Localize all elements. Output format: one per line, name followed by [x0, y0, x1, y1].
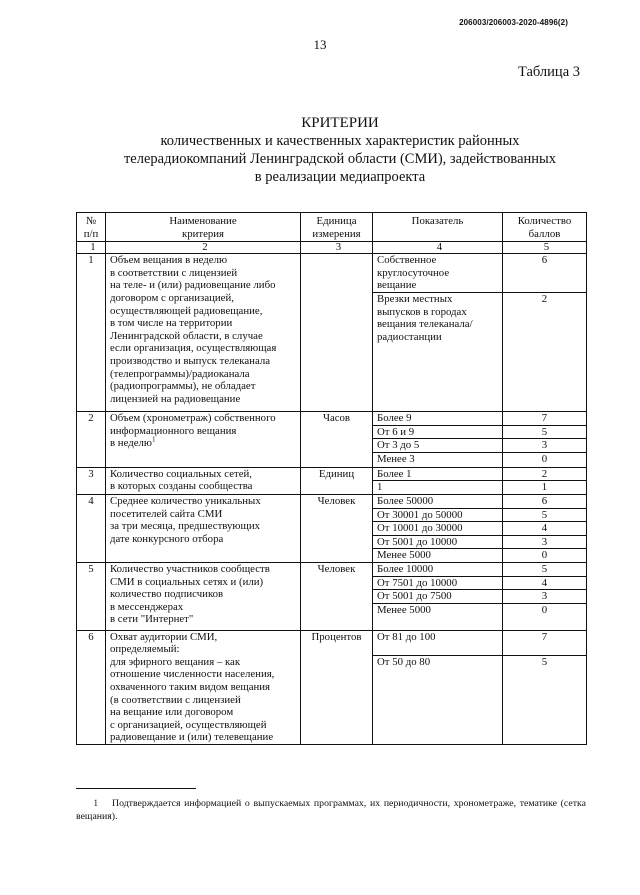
score: 3: [503, 439, 587, 453]
table-header-row: [77, 213, 587, 242]
criterion-name-text: Охват аудитории СМИ, определяемый: для эфирного вещания – как отношение численности населения, охваченного таким видом вещания (в соответствии с лицензией на вещание или договором с организацией, осуществляющей радиовещание и (или) телевещание: [110, 630, 275, 744]
table-label: Таблица 3: [517, 64, 580, 80]
row-number: 1: [77, 254, 106, 412]
indicator: От 30001 до 50000: [373, 508, 503, 522]
indicator: От 10001 до 30000: [373, 522, 503, 536]
unit-of-measure: [301, 254, 373, 412]
unit-of-measure: Часов: [301, 411, 373, 467]
score: 1: [503, 481, 587, 495]
table-row: [77, 562, 587, 576]
score: 6: [503, 254, 587, 293]
row-number: 4: [77, 494, 106, 562]
indicator: 1: [373, 481, 503, 495]
criterion-name: [106, 630, 301, 744]
score: 5: [503, 508, 587, 522]
score: 6: [503, 494, 587, 508]
indicator: От 5001 до 10000: [373, 535, 503, 549]
row-number: 6: [77, 630, 106, 744]
indicator: От 7501 до 10000: [373, 576, 503, 590]
indicator: Более 9: [373, 411, 503, 425]
score: 5: [503, 425, 587, 439]
table-row: [77, 494, 587, 508]
footnote-separator: [76, 788, 196, 789]
page-number: 13: [313, 37, 327, 52]
indicator: От 81 до 100: [373, 630, 503, 656]
indicator: Более 50000: [373, 494, 503, 508]
indicator: Менее 5000: [373, 603, 503, 630]
column-number: 4: [373, 242, 503, 254]
score: 2: [503, 467, 587, 481]
indicator: Менее 3: [373, 452, 503, 467]
indicator: От 50 до 80: [373, 656, 503, 745]
score: 7: [503, 411, 587, 425]
criterion-name: [106, 562, 301, 630]
criterion-name-text: Объем (хронометраж) собственного информационного вещания в неделю: [110, 411, 276, 450]
indicator: Врезки местных выпусков в городах вещания телеканала/ радиостанции: [373, 292, 503, 411]
column-number: 2: [106, 242, 301, 254]
header-unit: Единица измерения: [301, 213, 373, 242]
unit-of-measure: Единиц: [301, 467, 373, 494]
score: 4: [503, 576, 587, 590]
column-number: 5: [503, 242, 587, 254]
score: 2: [503, 292, 587, 411]
indicator: От 6 и 9: [373, 425, 503, 439]
footnote-marker: 1: [93, 798, 98, 808]
table-row: [77, 467, 587, 481]
score: 5: [503, 562, 587, 576]
criterion-name: [106, 411, 301, 467]
criterion-name: [106, 254, 301, 412]
header-number: № п/п: [77, 213, 106, 242]
criterion-name-text: Объем вещания в неделю в соответствии с лицензией на теле- и (или) радиовещание либо договором с организацией, осуществляющей радиовещание, в том числе на территории Ленинградской области, в случае если организация, осуществляющая производство и выпуск телеканала (телепрограммы)/радиоканала (радиопрограммы), не обладает лицензией на радиовещание: [110, 254, 277, 405]
score: 3: [503, 535, 587, 549]
criteria-table: [76, 212, 587, 745]
indicator: От 3 до 5: [373, 439, 503, 453]
score: 3: [503, 590, 587, 604]
unit-of-measure: Человек: [301, 562, 373, 630]
score: 5: [503, 656, 587, 745]
title-line-3: в реализации медиапроекта: [254, 169, 426, 185]
document-id: 206003/206003-2020-4896(2): [459, 18, 568, 27]
indicator: Более 1: [373, 467, 503, 481]
criterion-name-text: Среднее количество уникальных посетителей сайта СМИ за три месяца, предшествующих дате конкурсного отбора: [110, 494, 261, 545]
criterion-name: [106, 494, 301, 562]
row-number: 2: [77, 411, 106, 467]
column-number-row: [77, 242, 587, 254]
row-number: 3: [77, 467, 106, 494]
table-row: [77, 254, 587, 293]
table-row: [77, 630, 587, 656]
score: 4: [503, 522, 587, 536]
header-criterion: Наименование критерия: [106, 213, 301, 242]
indicator: Более 10000: [373, 562, 503, 576]
footnote: [76, 797, 586, 823]
score: 7: [503, 630, 587, 656]
column-number: 3: [301, 242, 373, 254]
indicator: Менее 5000: [373, 549, 503, 563]
footnote-text: Подтверждается информацией о выпускаемых программах, их периодичности, хронометраже, тематике (сетка вещания).: [76, 798, 586, 822]
row-number: 5: [77, 562, 106, 630]
indicator: Собственное круглосуточное вещание: [373, 254, 503, 293]
header-score: Количество баллов: [503, 213, 587, 242]
footnote-reference: 1: [151, 435, 156, 444]
header-indicator: Показатель: [373, 213, 503, 242]
criterion-name-text: Количество участников сообществ СМИ в социальных сетях и (или) количество подписчиков в мессенджерах в сети "Интернет": [110, 562, 270, 626]
score: 0: [503, 549, 587, 563]
title-main: КРИТЕРИИ: [301, 115, 379, 131]
title-line-2: телерадиокомпаний Ленинградской области (СМИ), задействованных: [123, 151, 557, 167]
criterion-name: [106, 467, 301, 494]
criterion-name-text: Количество социальных сетей, в которых созданы сообщества: [110, 467, 253, 493]
unit-of-measure: Процентов: [301, 630, 373, 744]
table-row: [77, 411, 587, 425]
score: 0: [503, 452, 587, 467]
title-line-1: количественных и качественных характеристик районных: [160, 133, 520, 149]
score: 0: [503, 603, 587, 630]
unit-of-measure: Человек: [301, 494, 373, 562]
title-block: [60, 114, 620, 186]
column-number: 1: [77, 242, 106, 254]
indicator: От 5001 до 7500: [373, 590, 503, 604]
